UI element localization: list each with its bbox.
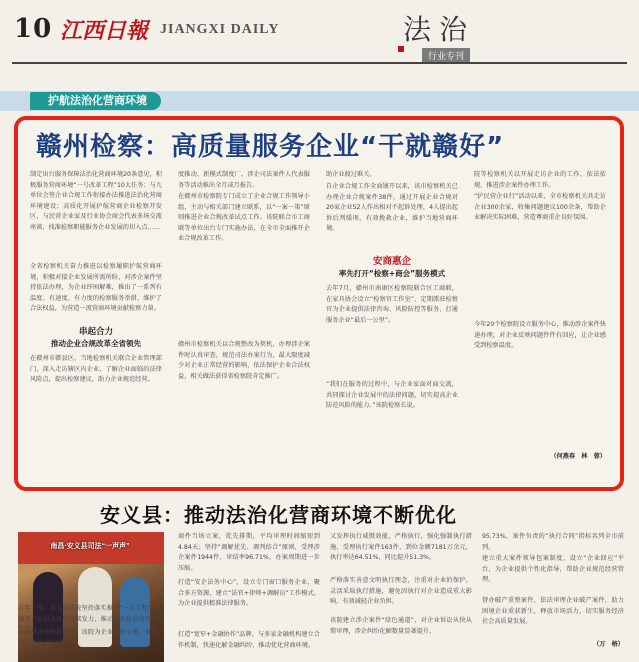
article1-paragraph: “护民营企业行”活动以来，全市检察机关共走访企业300余家，收集问题建议100余条，帮助企业解决实际困难，营造尊商重企良好氛围。 xyxy=(474,193,606,222)
article1-paragraph: 去年7月，赣州市南康区检察院联合区工商联，在家具协会设立“检察官工作室”，定期派驻检察官为企业提供法律咨询、风险防控等服务，打通服务企业“最后一公里”。 xyxy=(326,285,458,324)
article1-paragraph: “我们在服务的过程中，与企业家面对面交流，共同探讨企业发展中的法律问题，切实提高企业防范风险的能力。”该院检察长说。 xyxy=(326,381,458,410)
article2-column-3 xyxy=(330,532,472,650)
article1-paragraph: 制定出台服务保障法治化营商环境20条意见，积极服务营商环境“一号改革工程”10大任务；与九单位会签企业合规工作衔接办法推进法治化营商环境建设；高质化开展护航营商企业检察开发区，与民营企业家及行业协会商会代表多场交流座谈，找准检察职能服务企业发展的切入点…… xyxy=(30,171,162,231)
article2-paragraph: 督办破产重整案件，依法审理企业破产案件，助力困境企业重获新生，释放市场活力，切实服务经济社会高质量发展。 xyxy=(482,597,624,626)
article1-subheading: 安商惠企 xyxy=(372,256,411,267)
article2-paragraph: 建立重大案件领导包案制度，设立“企业回应”平台，为企业提供个性化指导，帮助企业规范经营管理。 xyxy=(482,555,624,584)
article2-column-2 xyxy=(178,532,320,650)
article1-column-1 xyxy=(30,170,162,439)
article1-paragraph: 赣州市检察机关以合规整改为契机，办理涉企案件时认真审查，规范司法办案行为，最大限度减少对企业正常经营的影响，依法保护企业合法权益，相关做法获得省检察院肯定推广。 xyxy=(178,341,310,380)
page-number: 10 xyxy=(14,14,53,44)
article2-paragraph: 打造“宽窄+金融协作”品牌，与多家金融机构建立合作机制，快速化解金融纠纷，推动优化营商环境。 xyxy=(178,631,320,649)
article2-photo-caption: 南昌·安义县司法“一声声” xyxy=(50,543,130,550)
section-title: 法治 xyxy=(403,13,476,46)
article2-paragraph: 商件当场立案，优先排期，平均审理时间缩短到4.84天；坚持“调解优先、调判结合”原则，受理涉企案件1944件，审结率96.71%，办案周期进一步压缩。 xyxy=(178,533,320,572)
article2-byline: （万 格） xyxy=(593,641,624,648)
article2-paragraph: 该院建立涉企案件“绿色通道”，对企业诉讼从快从简审理，涉企纠纷化解数量显著提升。 xyxy=(330,617,472,635)
article2-paragraph: 打造“安企法务中心”，设立专门窗口服务企业，聚合多方资源，建立“法官+律师+调解员”工作模式，为企业提供精准法律服务。 xyxy=(178,579,320,608)
section-subtitle: 行业专刊 xyxy=(422,48,470,63)
article2-paragraph: 95.73%，案件负责的“执行合同”指标名列全市前列。 xyxy=(482,533,624,551)
article2-headline: 安义县：推动法治化营商环境不断优化 xyxy=(100,503,457,527)
article1-byline: （何燕春 林 蓉） xyxy=(550,453,606,460)
article2-paragraph: 去年一年，安义县法院坚持落实推进“一号工程”，在服务企业的各环节持续发力，推动法治化营商环境不 xyxy=(18,605,164,623)
article1-headline: 赣州检察：高质量服务企业“干就赣好” xyxy=(36,132,505,162)
newspaper-masthead: 江西日報 xyxy=(60,18,149,44)
article2-column-1 xyxy=(18,604,164,650)
article1-paragraph: 度推动、新模式制度厂、涉企司法案件人代表服务等活动推出全月或月报告。 xyxy=(178,171,310,189)
article1-paragraph: 在赣州市检察院专门成立了企业合规工作领导小组，主动与相关部门建立联系，以“一案一策”原则推进企业合规改革试点工作。该院联合市工商联等单位出台专门实施办法，在全市全面推开企业合规改革工作。 xyxy=(178,193,310,243)
article1-paragraph: 自企业合规工作全面铺开以来，该市检察机关已办理企业合规案件38件，通过开展企业合规对20家企业52人作出相对不起诉处理，4人提出起诉后判缓刑，有效挽救企业，维护当地营商环境。 xyxy=(326,183,458,233)
newspaper-masthead-english: JIANGXI DAILY xyxy=(160,22,280,37)
article1-paragraph: 在赣州市赣县区，当地检察机关联合企业管理部门，深入走访辖区内企业，了解企业面临的法律风险点，提出检察建议，助力企业规范经营。 xyxy=(30,355,162,384)
header-divider xyxy=(12,62,627,64)
article1-paragraph: 助企业渡过难关。 xyxy=(326,171,376,178)
article1-paragraph: 今年20个检察院设立服务中心，推动涉企案件快速办理，对企业反映问题件件有回应，让企业感受到检察温度。 xyxy=(474,321,606,350)
article2-paragraph: 又发挥执行威慑效能，严格执行，强化强制执行措施，受理执行案件163件，到位金额7181万余元，执行率达64.51%，同比提升51.3%。 xyxy=(330,533,472,562)
article1-subheading-detail: 推动企业合规改革全省领先 xyxy=(51,339,141,348)
article2-paragraph: 严格落实善意文明执行理念，注重对企业的保护，灵活采取执行措施，避免因执行对企业造成重大影响，有效减轻企业负担。 xyxy=(330,577,472,606)
article1-paragraph: 院等检察机关以开展走访企业的工作，依法依规、推进涉企案件办理工作。 xyxy=(474,171,606,189)
article1-column-3 xyxy=(326,170,458,466)
article1-column-2 xyxy=(178,170,310,468)
article2-column-4 xyxy=(482,532,624,651)
banner-label: 护航法治化营商环境 xyxy=(30,92,161,110)
article1-paragraph: 全省检察机关奋力推进以检察履职护航营商环境，积极对接企业发展所需所盼，对涉企案件坚持依法办理，为企业纾困解难，推出了一系列有温度、有速度、有力度的检察服务举措，维护了合法权益，为营造一流营商环境贡献检察力量。 xyxy=(30,263,162,313)
article1-subheading: 串起合力 xyxy=(78,327,113,337)
article1-column-4 xyxy=(474,170,606,463)
article2-paragraph: 高规格企业诉讼服务，该院为企业提供立案、调解、送达一站式服务。 xyxy=(18,629,164,647)
article1-subheading-detail: 率先打开“检察+商会”服务模式 xyxy=(338,269,446,278)
